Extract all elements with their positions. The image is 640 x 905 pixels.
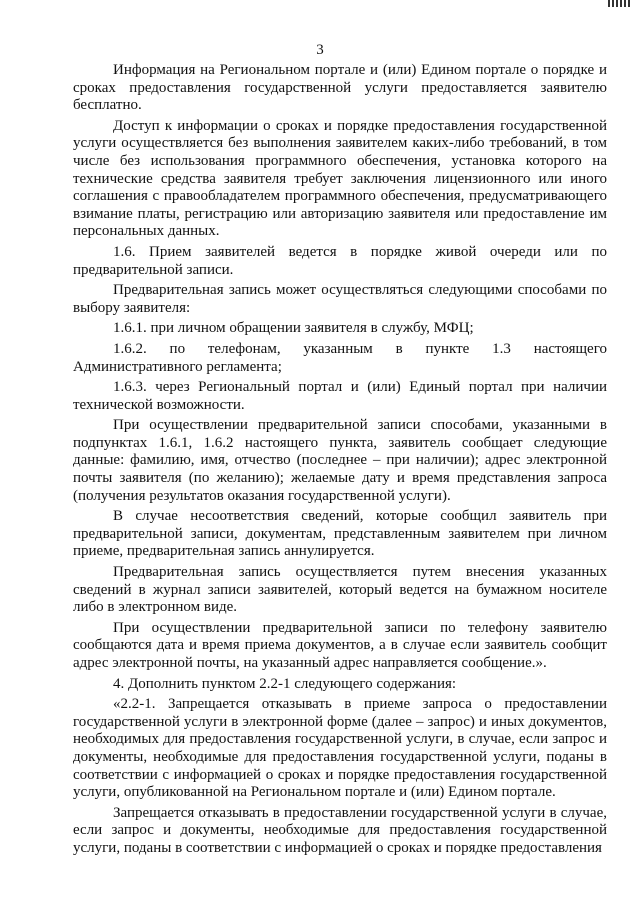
paragraph: Доступ к информации о сроках и порядке предоставления государственной услуги осуществляется без выполнения заявителем каких-либо требований, в том числе без использования программного обеспечения, установка которого на технические средства заявителя требует заключения лицензионного или иного соглашения с правообладателем программного обеспечения, предусматривающего взимание платы, регистрацию или авторизацию заявителя или предоставление им персональных данных. <box>73 117 607 240</box>
paragraph: 1.6.3. через Региональный портал и (или) Единый портал при наличии технической возможности. <box>73 379 607 413</box>
paragraph: 1.6.1. при личном обращении заявителя в службу, МФЦ; <box>113 320 474 337</box>
paragraph: Информация на Региональном портале и (или) Едином портале о порядке и сроках предоставления государственной услуги предоставляется заявителю бесплатно. <box>73 62 607 114</box>
paragraph: «2.2-1. Запрещается отказывать в приеме запроса о предоставлении государственной услуги в электронной форме (далее – запрос) и иных документов, необходимых для предоставления государственной услуги, в случае, если запрос и документы, необходимые для предоставления государственной услуги, поданы в соответствии с информацией о сроках и порядке предоставления государственной услуги, опубликованной на Региональном портале и (или) Едином портале. <box>73 696 607 801</box>
scan-corner-mark <box>606 0 632 8</box>
paragraph: 1.6.2. по телефонам, указанным в пункте 1.3 настоящего Административного регламента; <box>73 340 607 375</box>
page-number: 3 <box>316 42 324 58</box>
paragraph: При осуществлении предварительной записи способами, указанными в подпунктах 1.6.1, 1.6.2 настоящего пункта, заявитель сообщает следующие данные: фамилию, имя, отчество (последнее – при наличии); адрес электронной почты заявителя (по желанию); желаемые дату и время представления запроса (получения результатов оказания государственной услуги). <box>73 417 607 504</box>
paragraph: В случае несоответствия сведений, которые сообщил заявитель при предварительной записи, документам, представленным заявителем при личном приеме, предварительная запись аннулируется. <box>73 508 607 560</box>
paragraph: 1.6. Прием заявителей ведется в порядке живой очереди или по предварительной записи. <box>73 243 607 278</box>
paragraph: При осуществлении предварительной записи по телефону заявителю сообщаются дата и время приема документов, а в случае если заявитель сообщит адрес электронной почты, на указанный адрес направляется сообщение.». <box>73 619 607 671</box>
paragraph: Предварительная запись может осуществляться следующими способами по выбору заявителя: <box>73 282 607 316</box>
paragraph: 4. Дополнить пунктом 2.2-1 следующего содержания: <box>113 675 457 692</box>
paragraph: Предварительная запись осуществляется путем внесения указанных сведений в журнал записи заявителей, который ведется на бумажном носителе либо в электронном виде. <box>73 564 607 616</box>
document-body <box>73 62 607 861</box>
paragraph: Запрещается отказывать в предоставлении государственной услуги в случае, если запрос и документы, необходимые для предоставления государственной услуги, поданы в соответствии с информацией о сроках и порядке предоставления <box>73 804 607 856</box>
